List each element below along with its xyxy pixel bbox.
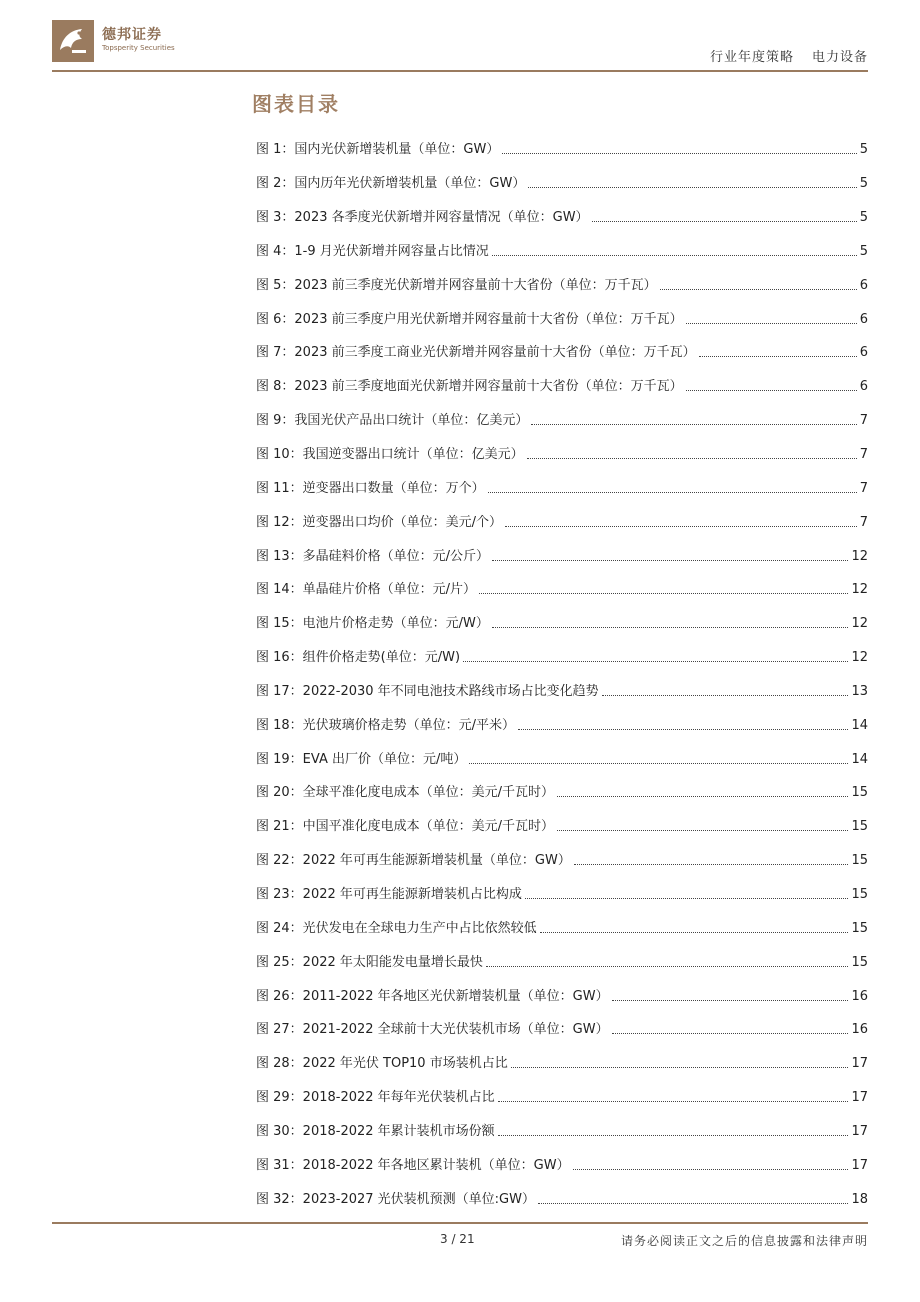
toc-dot-leader [498, 1135, 849, 1136]
toc-entry-page: 7 [859, 413, 868, 429]
toc-dot-leader [502, 153, 856, 154]
toc-entry[interactable] [256, 438, 868, 472]
toc-dot-leader [492, 560, 848, 561]
toc-entry-label: 图 29：2018-2022 年每年光伏装机占比 [256, 1090, 495, 1106]
toc-entry-page: 14 [851, 717, 868, 733]
toc-entry-page: 5 [859, 176, 868, 192]
toc-dot-leader [518, 729, 848, 730]
toc-entry-label: 图 20：全球平准化度电成本（单位：美元/千瓦时） [256, 785, 555, 801]
toc-entry[interactable] [256, 539, 868, 573]
toc-entry[interactable] [256, 1047, 868, 1081]
toc-dot-leader [527, 458, 857, 459]
toc-entry[interactable] [256, 268, 868, 302]
toc-entry[interactable] [256, 573, 868, 607]
toc-dot-leader [469, 763, 848, 764]
toc-entry[interactable] [256, 708, 868, 742]
toc-entry-label: 图 14：单晶硅片价格（单位：元/片） [256, 582, 477, 598]
toc-dot-leader [511, 1067, 849, 1068]
toc-entry-page: 12 [851, 582, 868, 598]
toc-entry-page: 16 [851, 1022, 868, 1038]
toc-dot-leader [660, 289, 857, 290]
report-type: 行业年度策略 [709, 50, 794, 65]
toc-entry[interactable] [256, 235, 868, 269]
toc-entry[interactable] [256, 878, 868, 912]
toc-entry-label: 图 23：2022 年可再生能源新增装机占比构成 [256, 886, 522, 902]
toc-entry-label: 图 10：我国逆变器出口统计（单位：亿美元） [256, 447, 524, 463]
toc-dot-leader [592, 221, 857, 222]
toc-dot-leader [557, 830, 848, 831]
header-divider [52, 70, 868, 72]
toc-entry[interactable] [256, 776, 868, 810]
toc-entry-page: 5 [859, 210, 868, 226]
toc-dot-leader [492, 627, 849, 628]
toc-entry-label: 图 11：逆变器出口数量（单位：万个） [256, 480, 485, 496]
toc-entry-page: 6 [859, 277, 868, 293]
toc-entry[interactable] [256, 370, 868, 404]
toc-entry-label: 图 21：中国平准化度电成本（单位：美元/千瓦时） [256, 819, 555, 835]
toc-dot-leader [574, 864, 849, 865]
toc-entry-page: 6 [859, 345, 868, 361]
toc-entry-page: 18 [851, 1191, 868, 1207]
toc-title: 图表目录 [252, 92, 340, 116]
toc-entry-page: 12 [851, 548, 868, 564]
toc-dot-leader [528, 187, 856, 188]
toc-entry-page: 17 [851, 1056, 868, 1072]
toc-dot-leader [463, 661, 848, 662]
toc-entry-label: 图 28：2022 年光伏 TOP10 市场装机占比 [256, 1056, 508, 1072]
toc-entry-label: 图 31：2018-2022 年各地区累计装机（单位：GW） [256, 1157, 570, 1173]
toc-entry-label: 图 32：2023-2027 光伏装机预测（单位:GW） [256, 1191, 535, 1207]
toc-entry-label: 图 4：1-9 月光伏新增并网容量占比情况 [256, 243, 489, 259]
toc-entry[interactable] [256, 1081, 868, 1115]
toc-dot-leader [686, 323, 857, 324]
toc-entry-page: 17 [851, 1090, 868, 1106]
toc-entry-label: 图 8：2023 前三季度地面光伏新增并网容量前十大省份（单位：万千瓦） [256, 379, 683, 395]
toc-entry-label: 图 30：2018-2022 年累计装机市场份额 [256, 1123, 495, 1139]
toc-entry-label: 图 26：2011-2022 年各地区光伏新增装机量（单位：GW） [256, 988, 609, 1004]
toc-entry-page: 6 [859, 379, 868, 395]
brand-name-en: Topsperity Securities [102, 44, 175, 52]
report-category [710, 46, 868, 65]
toc-dot-leader [538, 1203, 848, 1204]
toc-entry-page: 7 [859, 480, 868, 496]
toc-dot-leader [540, 932, 849, 933]
toc-dot-leader [557, 796, 848, 797]
toc-dot-leader [531, 424, 856, 425]
toc-dot-leader [486, 966, 849, 967]
toc-entry-page: 15 [851, 785, 868, 801]
toc-entry[interactable] [256, 911, 868, 945]
toc-dot-leader [479, 593, 848, 594]
toc-entry-label: 图 22：2022 年可再生能源新增装机量（单位：GW） [256, 853, 571, 869]
toc-entry-label: 图 19：EVA 出厂价（单位：元/吨） [256, 751, 467, 767]
toc-list [256, 133, 868, 1216]
page-header [52, 18, 868, 72]
toc-entry-page: 5 [859, 243, 868, 259]
toc-entry-label: 图 16：组件价格走势(单位：元/W) [256, 650, 461, 666]
toc-dot-leader [505, 526, 857, 527]
toc-entry-label: 图 13：多晶硅料价格（单位：元/公斤） [256, 548, 490, 564]
toc-entry[interactable] [256, 336, 868, 370]
toc-entry[interactable] [256, 844, 868, 878]
toc-entry-page: 15 [851, 886, 868, 902]
toc-entry[interactable] [256, 505, 868, 539]
toc-entry-label: 图 5：2023 前三季度光伏新增并网容量前十大省份（单位：万千瓦） [256, 277, 657, 293]
toc-entry-label: 图 12：逆变器出口均价（单位：美元/个） [256, 514, 503, 530]
toc-entry-page: 17 [851, 1123, 868, 1139]
toc-entry[interactable] [256, 607, 868, 641]
toc-dot-leader [492, 255, 857, 256]
footer-divider [52, 1222, 868, 1224]
toc-entry-page: 7 [859, 514, 868, 530]
report-sector: 电力设备 [811, 50, 868, 65]
toc-entry-page: 15 [851, 819, 868, 835]
toc-dot-leader [573, 1169, 849, 1170]
toc-entry[interactable] [256, 1114, 868, 1148]
toc-entry-page: 15 [851, 853, 868, 869]
toc-entry-page: 12 [851, 616, 868, 632]
toc-entry-label: 图 17：2022-2030 年不同电池技术路线市场占比变化趋势 [256, 683, 599, 699]
toc-entry-page: 12 [851, 650, 868, 666]
toc-entry[interactable] [256, 133, 868, 167]
toc-entry-label: 图 24：光伏发电在全球电力生产中占比依然较低 [256, 920, 537, 936]
toc-entry-page: 17 [851, 1157, 868, 1173]
brand-logo [52, 18, 175, 64]
toc-entry-label: 图 6：2023 前三季度户用光伏新增并网容量前十大省份（单位：万千瓦） [256, 311, 683, 327]
toc-entry[interactable] [256, 1182, 868, 1216]
toc-entry-label: 图 27：2021-2022 全球前十大光伏装机市场（单位：GW） [256, 1022, 609, 1038]
toc-dot-leader [488, 492, 857, 493]
toc-entry-page: 13 [851, 683, 868, 699]
toc-entry-label: 图 25：2022 年太阳能发电量增长最快 [256, 954, 483, 970]
toc-entry-page: 16 [851, 988, 868, 1004]
toc-dot-leader [612, 1000, 849, 1001]
toc-entry-page: 5 [859, 142, 868, 158]
toc-entry[interactable] [256, 302, 868, 336]
toc-entry[interactable] [256, 201, 868, 235]
toc-entry[interactable] [256, 742, 868, 776]
toc-entry[interactable] [256, 810, 868, 844]
toc-dot-leader [602, 695, 849, 696]
toc-entry[interactable] [256, 979, 868, 1013]
toc-entry-label: 图 15：电池片价格走势（单位：元/W） [256, 616, 489, 632]
toc-entry-page: 7 [859, 447, 868, 463]
toc-entry-label: 图 9：我国光伏产品出口统计（单位：亿美元） [256, 413, 529, 429]
toc-entry[interactable] [256, 641, 868, 675]
toc-entry-page: 6 [859, 311, 868, 327]
toc-entry-page: 14 [851, 751, 868, 767]
toc-dot-leader [612, 1033, 849, 1034]
toc-entry[interactable] [256, 945, 868, 979]
toc-entry[interactable] [256, 1013, 868, 1047]
page-indicator: 3 / 21 [440, 1232, 475, 1246]
brand-name-cn: 德邦证券 [102, 27, 162, 43]
toc-entry[interactable] [256, 471, 868, 505]
toc-entry-label: 图 2：国内历年光伏新增装机量（单位：GW） [256, 176, 526, 192]
toc-entry-label: 图 3：2023 各季度光伏新增并网容量情况（单位：GW） [256, 210, 589, 226]
toc-entry-label: 图 7：2023 前三季度工商业光伏新增并网容量前十大省份（单位：万千瓦） [256, 345, 696, 361]
toc-dot-leader [525, 898, 849, 899]
toc-dot-leader [498, 1101, 849, 1102]
toc-entry[interactable] [256, 167, 868, 201]
toc-entry-page: 15 [851, 920, 868, 936]
toc-entry[interactable] [256, 404, 868, 438]
toc-dot-leader [686, 390, 857, 391]
toc-entry-page: 15 [851, 954, 868, 970]
brand-logo-icon [52, 20, 94, 62]
toc-entry[interactable] [256, 675, 868, 709]
toc-entry[interactable] [256, 1148, 868, 1182]
toc-entry-label: 图 18：光伏玻璃价格走势（单位：元/平米） [256, 717, 516, 733]
toc-entry-label: 图 1：国内光伏新增装机量（单位：GW） [256, 142, 500, 158]
legal-disclaimer: 请务必阅读正文之后的信息披露和法律声明 [620, 1234, 868, 1248]
toc-dot-leader [699, 356, 857, 357]
